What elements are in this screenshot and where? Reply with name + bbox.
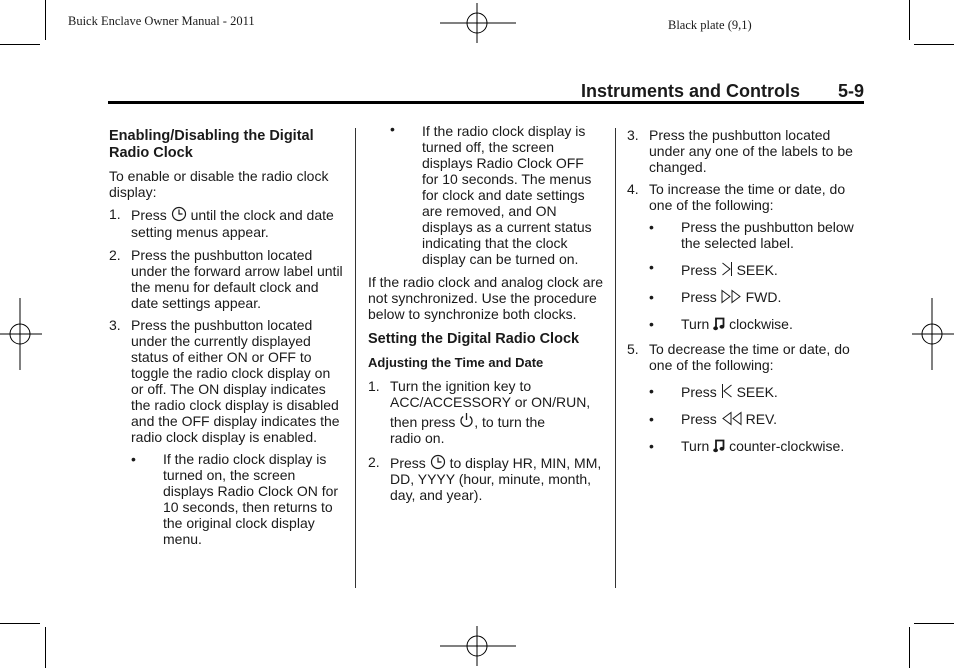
rewind-icon [721, 411, 742, 426]
seek-forward-icon [721, 261, 733, 277]
bullet-text: SEEK. [736, 262, 778, 278]
section-title: Instruments and Controls [581, 81, 801, 101]
crop-mark [914, 44, 954, 45]
plate-label: Black plate (9,1) [668, 18, 752, 32]
step-number: 3. [627, 127, 639, 143]
crop-mark [909, 0, 910, 40]
clock-icon [171, 206, 187, 222]
step-number: 4. [627, 181, 639, 197]
bullet: • [649, 383, 654, 399]
step-text: , to turn the [474, 414, 546, 430]
header-rule [108, 101, 864, 104]
bullet: • [131, 451, 136, 467]
bullet-item [649, 383, 867, 400]
bullet-text: If the radio clock display is turned on, the screen displays Radio Clock ON for 10 seconds, then returns to the original clock display menu. [163, 451, 339, 547]
bullet-item [649, 261, 867, 278]
section-heading: Enabling/Disabling the Digital Radio Clock [109, 128, 314, 161]
column-3 [627, 127, 867, 454]
tune-note-icon [713, 316, 725, 331]
bullet-item [649, 219, 867, 251]
registration-mark-right [912, 298, 954, 370]
page-number: 5-9 [838, 81, 865, 101]
bullet-text: Press [681, 411, 717, 427]
bullet-text: Press [681, 289, 717, 305]
step-number: 1. [368, 378, 380, 394]
step-text: Press [390, 455, 426, 471]
crop-mark [0, 44, 40, 45]
fast-forward-icon [721, 289, 742, 304]
crop-mark [45, 627, 46, 668]
bullet-text: counter-clockwise. [729, 438, 845, 454]
paragraph: If the radio clock and analog clock are not synchronized. Use the procedure below to synchronize both clocks. [368, 274, 604, 322]
bullet-text: Press [681, 384, 717, 400]
list-item [109, 317, 345, 445]
step-text: Press the pushbutton located under the currently displayed status of either ON or OFF to toggle the radio clock display on or off. The ON display indicates the radio clock display is disabled and the OFF display indicates the radio clock display is enabled. [131, 317, 340, 445]
step-text: Press the pushbutton located under the forward arrow label until the menu for default clock and date settings appear. [131, 247, 343, 311]
list-item [627, 127, 867, 175]
step-number: 1. [109, 206, 121, 222]
bullet: • [649, 289, 654, 305]
step-number: 2. [368, 454, 380, 470]
step-text: To increase the time or date, do one of the following: [649, 181, 846, 213]
bullet-text: REV. [745, 411, 777, 427]
list-item [627, 341, 867, 373]
list-item [368, 454, 604, 503]
clock-icon [430, 454, 446, 470]
bullet-text: FWD. [745, 289, 782, 305]
list-item [109, 247, 345, 311]
column-2 [368, 123, 604, 503]
crop-mark [914, 623, 954, 624]
registration-mark-left [0, 298, 42, 370]
list-item [109, 206, 345, 241]
step-text: radio on. [390, 430, 445, 446]
bullet-text: Turn [681, 316, 710, 332]
bullet: • [649, 219, 654, 235]
bullet-text: clockwise. [729, 316, 793, 332]
step-text: then press [390, 414, 456, 430]
intro-text: To enable or disable the radio clock display: [109, 168, 329, 200]
bullet: • [649, 259, 654, 275]
step-text: Turn the ignition key to ACC/ACCESSORY or ON/RUN, [390, 378, 591, 410]
step-number: 5. [627, 341, 639, 357]
column-divider [615, 128, 616, 588]
bullet: • [649, 438, 654, 454]
section-heading: Setting the Digital Radio Clock [368, 331, 580, 347]
column-divider [355, 128, 356, 588]
step-number: 2. [109, 247, 121, 263]
registration-mark-bottom [440, 626, 516, 666]
bullet: • [649, 411, 654, 427]
step-number: 3. [109, 317, 121, 333]
bullet: • [649, 316, 654, 332]
bullet-text: Press [681, 262, 717, 278]
list-item [627, 181, 867, 213]
registration-mark-top [440, 3, 516, 43]
column-1 [109, 128, 345, 547]
step-text: until the clock and date setting menus appear. [131, 207, 334, 240]
step-text: to display HR, MIN, MM, DD, YYYY (hour, minute, month, day, and year). [390, 455, 602, 503]
bullet-text: SEEK. [736, 384, 778, 400]
doc-title: Buick Enclave Owner Manual - 2011 [68, 14, 255, 28]
crop-mark [0, 623, 40, 624]
seek-back-icon [721, 383, 733, 399]
power-icon [459, 412, 474, 429]
crop-mark [45, 0, 46, 40]
step-text: Press [131, 207, 167, 223]
bullet: • [390, 121, 395, 137]
list-item [368, 378, 604, 446]
crop-mark [909, 627, 910, 668]
step-text: To decrease the time or date, do one of the following: [649, 341, 850, 373]
bullet-item [649, 411, 867, 427]
subheading: Adjusting the Time and Date [368, 355, 544, 370]
tune-note-icon [713, 438, 725, 453]
bullet-text: If the radio clock display is turned off, the screen displays Radio Clock OFF for 10 seconds. The menus for clock and date settings are removed, and ON displays as a current status indicating that the clock display can be turned on. [422, 123, 592, 267]
bullet-item [649, 316, 867, 332]
bullet-item [649, 289, 867, 305]
step-text: Press the pushbutton located under any one of the labels to be changed. [649, 127, 853, 175]
bullet-item [131, 451, 345, 547]
bullet-text: Turn [681, 438, 710, 454]
bullet-item [390, 123, 604, 267]
bullet-text: Press the pushbutton below the selected label. [681, 219, 854, 251]
bullet-item [649, 438, 867, 454]
